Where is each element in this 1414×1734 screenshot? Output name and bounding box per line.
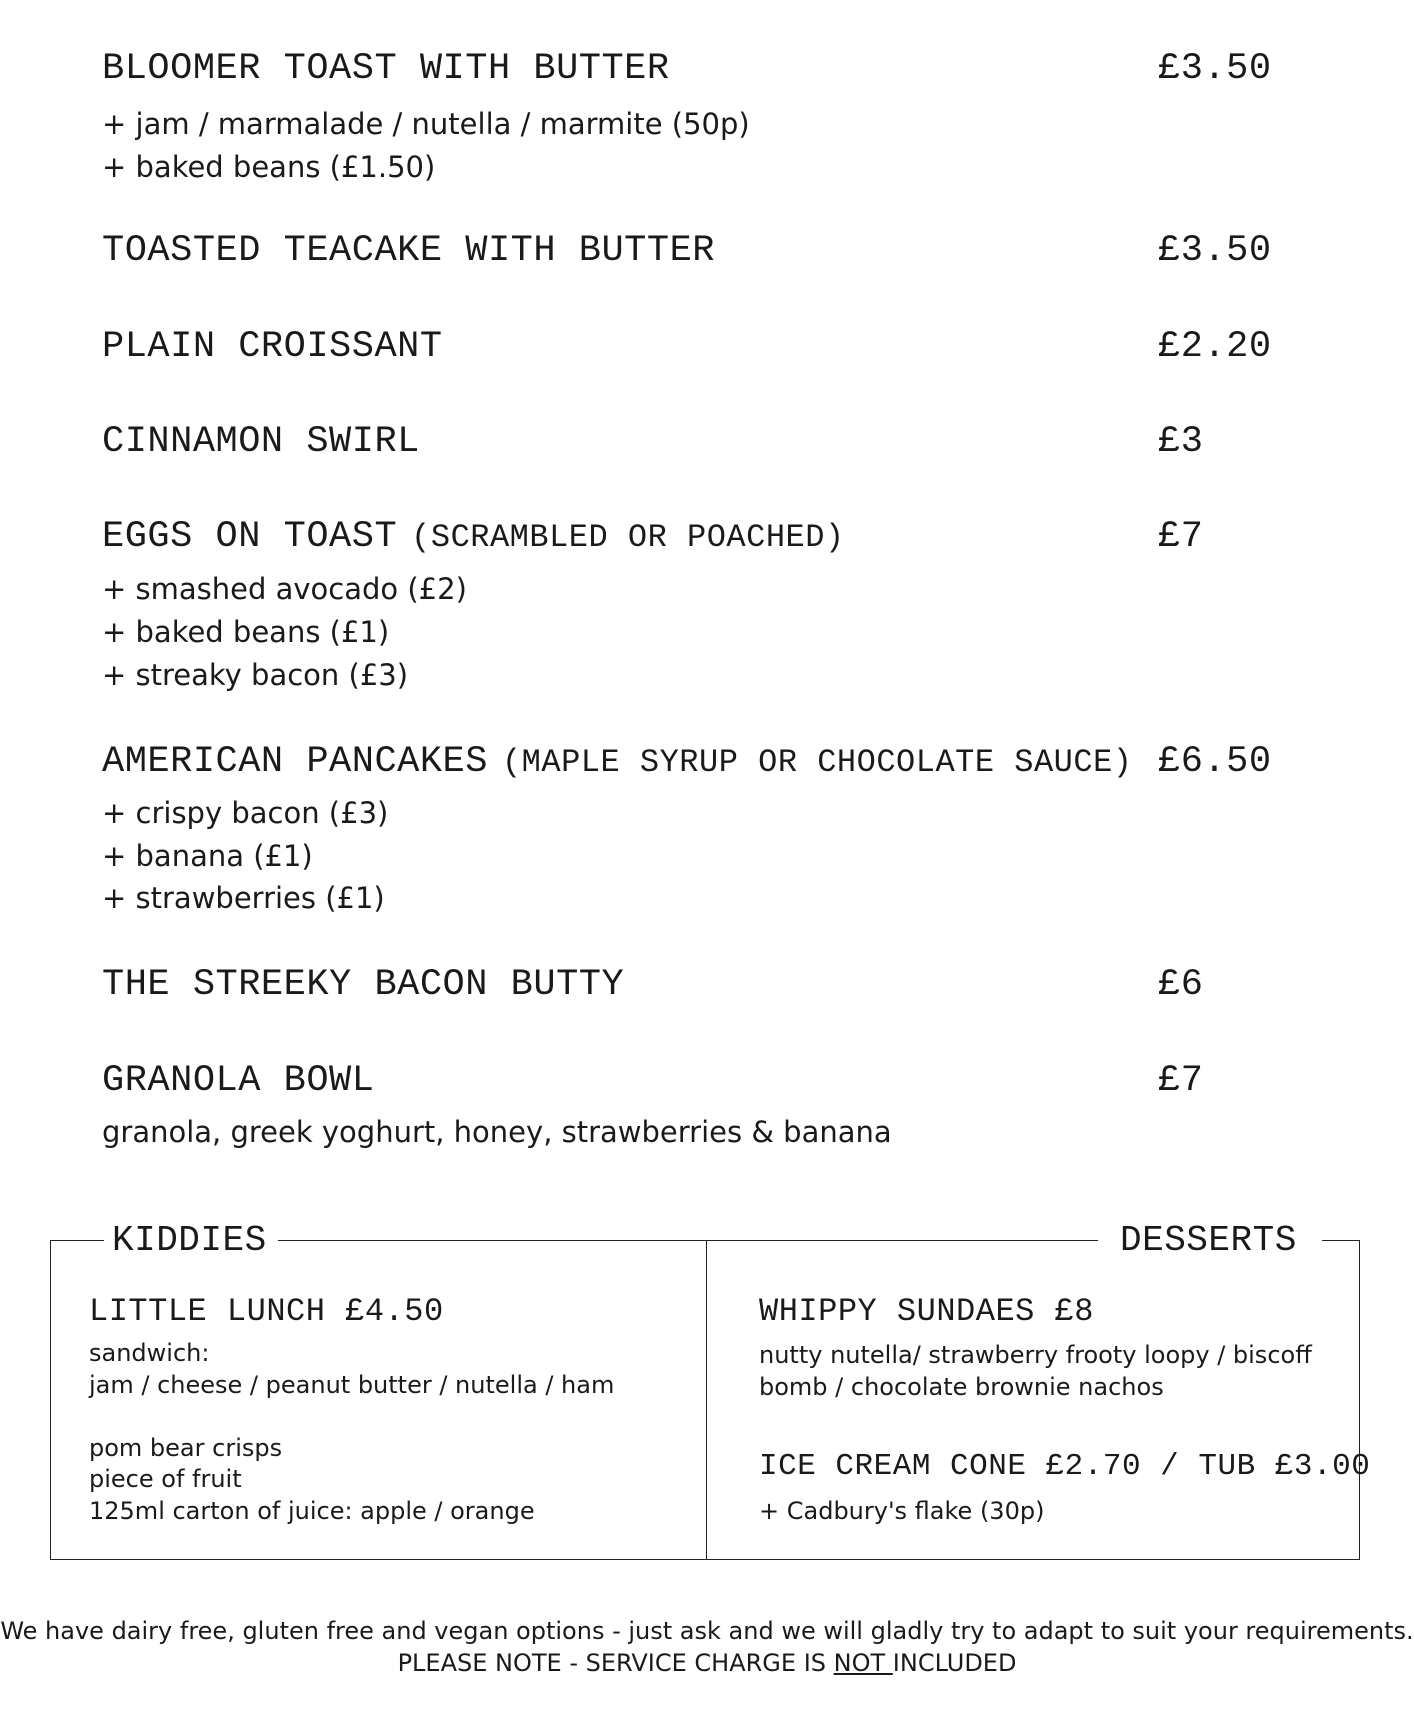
item-addon: + strawberries (£1) bbox=[102, 881, 385, 915]
item-price: £6 bbox=[1158, 964, 1204, 1006]
item-title bbox=[102, 516, 845, 558]
item-title: CINNAMON SWIRL bbox=[102, 421, 420, 463]
item-title: BLOOMER TOAST WITH BUTTER bbox=[102, 48, 670, 90]
kiddies-line: pom bear crisps bbox=[89, 1434, 283, 1462]
item-note: (SCRAMBLED OR POACHED) bbox=[411, 519, 845, 556]
little-lunch-title: LITTLE LUNCH £4.50 bbox=[89, 1293, 444, 1330]
item-addon: + baked beans (£1) bbox=[102, 615, 390, 649]
item-title: THE STREEKY BACON BUTTY bbox=[102, 964, 625, 1006]
desserts-heading: DESSERTS bbox=[1112, 1220, 1305, 1261]
item-addon: + baked beans (£1.50) bbox=[102, 150, 436, 184]
item-description: granola, greek yoghurt, honey, strawberries & banana bbox=[102, 1115, 892, 1149]
ice-cream-line: + Cadbury's flake (30p) bbox=[759, 1497, 1045, 1525]
box-top-border bbox=[1322, 1240, 1360, 1241]
item-title: TOASTED TEACAKE WITH BUTTER bbox=[102, 230, 715, 272]
dietary-note: We have dairy free, gluten free and vegan options - just ask and we will gladly try to adapt to suit your requirements. bbox=[0, 1617, 1414, 1645]
item-title: GRANOLA BOWL bbox=[102, 1060, 375, 1102]
service-note-not: NOT bbox=[833, 1649, 893, 1677]
kiddies-heading: KIDDIES bbox=[104, 1220, 275, 1261]
kiddies-line: piece of fruit bbox=[89, 1465, 242, 1493]
item-addon: + smashed avocado (£2) bbox=[102, 572, 467, 606]
item-price: £3.50 bbox=[1158, 230, 1272, 272]
item-price: £7 bbox=[1158, 516, 1204, 558]
item-price: £2.20 bbox=[1158, 326, 1272, 368]
item-addon: + streaky bacon (£3) bbox=[102, 658, 409, 692]
item-addon: + crispy bacon (£3) bbox=[102, 796, 389, 830]
service-note-after: INCLUDED bbox=[892, 1649, 1017, 1677]
ice-cream-title: ICE CREAM CONE £2.70 / TUB £3.00 bbox=[759, 1449, 1371, 1484]
whippy-sundaes-title: WHIPPY SUNDAES £8 bbox=[759, 1293, 1094, 1330]
kiddies-line: sandwich: bbox=[89, 1339, 210, 1367]
kiddies-line: 125ml carton of juice: apple / orange bbox=[89, 1497, 535, 1525]
item-price: £7 bbox=[1158, 1060, 1204, 1102]
sundaes-line: nutty nutella/ strawberry frooty loopy / biscoff bbox=[759, 1341, 1312, 1369]
item-addon: + jam / marmalade / nutella / marmite (50p) bbox=[102, 107, 750, 141]
item-addon: + banana (£1) bbox=[102, 839, 313, 873]
item-price: £6.50 bbox=[1158, 741, 1272, 783]
section-divider bbox=[706, 1240, 707, 1560]
box-top-border bbox=[278, 1240, 1098, 1241]
item-name: EGGS ON TOAST bbox=[102, 516, 398, 558]
item-price: £3 bbox=[1158, 421, 1204, 463]
item-name: AMERICAN PANCAKES bbox=[102, 741, 488, 783]
item-title: PLAIN CROISSANT bbox=[102, 326, 443, 368]
service-charge-note bbox=[0, 1649, 1414, 1677]
item-title bbox=[102, 741, 1132, 783]
box-top-border bbox=[50, 1240, 105, 1241]
item-note: (MAPLE SYRUP OR CHOCOLATE SAUCE) bbox=[501, 744, 1133, 781]
service-note-before: PLEASE NOTE - SERVICE CHARGE IS bbox=[397, 1649, 834, 1677]
sundaes-line: bomb / chocolate brownie nachos bbox=[759, 1373, 1164, 1401]
item-price: £3.50 bbox=[1158, 48, 1272, 90]
kiddies-line: jam / cheese / peanut butter / nutella / ham bbox=[89, 1371, 615, 1399]
